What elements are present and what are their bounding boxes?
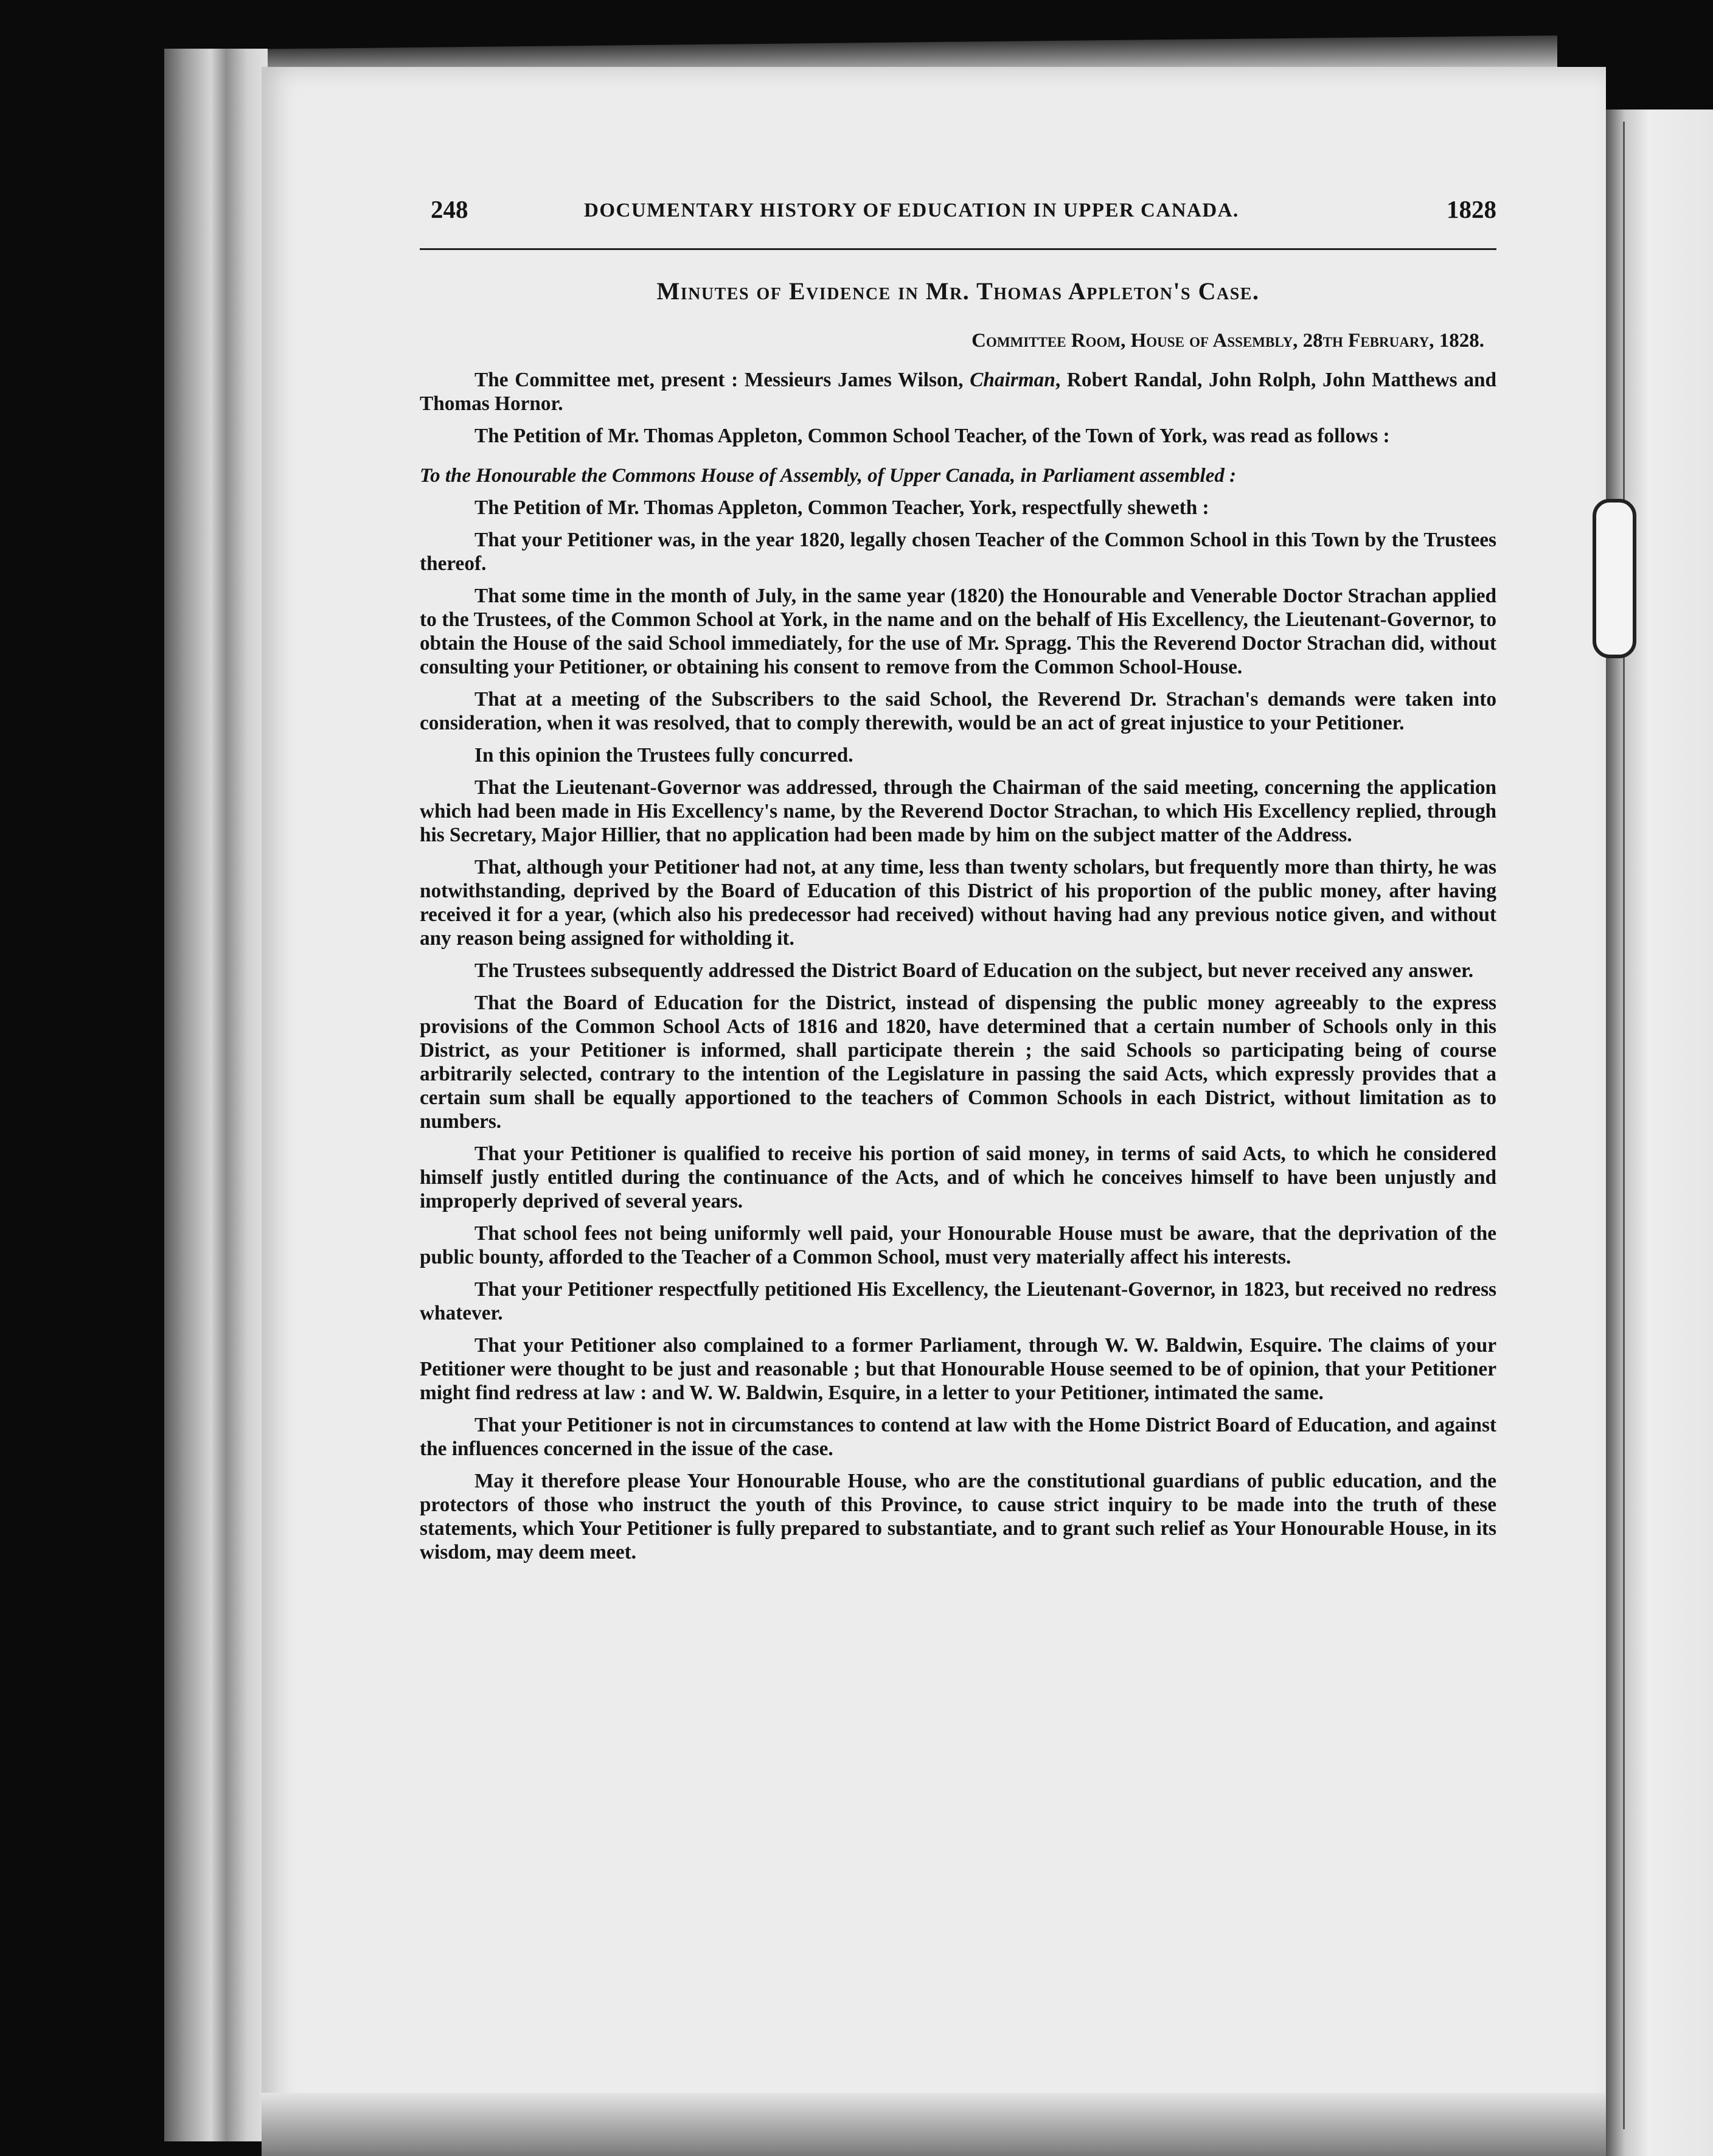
facing-page-edge [1606,110,1713,2156]
dateline: Committee Room, House of Assembly, 28th February, 1828. [971,330,1484,352]
petition-paragraph: That your Petitioner also complained to a former Parliament, through W. W. Baldwin, Esquire. The claims of your Petitioner were thought to be just and reasonable ; but that Honourable House seemed to be of opinion, that your Petitioner might find redress at law : and W. W. Baldwin, Esquire, in a letter to your Petitioner, intimated the same. [420,1334,1496,1404]
binder-clip [1593,499,1636,658]
section-title: Minutes of Evidence in Mr. Thomas Appleton's Case. [656,277,1260,305]
petition-paragraph: May it therefore please Your Honourable House, who are the constitutional guardians of public education, and the protectors of those who instruct the youth of this Province, to cause strict inquiry to be made into the truth of these statements, which Your Petitioner is fully prepared to substantiate, and to grant such relief as Your Honourable House, in its wisdom, may deem meet. [420,1470,1496,1563]
page-bottom-shadow [262,2093,1606,2156]
petition-paragraph: That at a meeting of the Subscribers to the said School, the Reverend Dr. Strachan's demands were taken into consideration, when it was resolved, that to comply therewith, would be an act of great injustice to your Petitioner. [420,688,1496,734]
petition-paragraph: That your Petitioner respectfully petitioned His Excellency, the Lieutenant-Governor, in 1823, but received no redress whatever. [420,1278,1496,1324]
committee-paragraph [420,368,1496,416]
petition-paragraph: That, although your Petitioner had not, at any time, less than twenty scholars, but frequently more than thirty, he was notwithstanding, deprived by the Board of Education of this District of his proportion of the public money, after having received it for a year, (which also his predecessor had received) without having had any previous notice given, and without any reason being assigned for witholding it. [420,856,1496,950]
petition-read-paragraph: The Petition of Mr. Thomas Appleton, Common School Teacher, of the Town of York, was read as follows : [474,425,1390,447]
petition-paragraph: The Trustees subsequently addressed the District Board of Education on the subject, but never received any answer. [474,959,1474,982]
chairman-label: Chairman [970,369,1055,391]
page-stack-edge [164,49,268,2141]
petition-paragraph: That the Board of Education for the District, instead of dispensing the public money agreeably to the express provisions of the Common School Acts of 1816 and 1820, have determined that a certain number of Schools only in this District, as your Petitioner is informed, shall participate therein ; the said Schools so participating being of course arbitrarily selected, contrary to the intention of the Legislature in passing the said Acts, which expressly provides that a certain sum shall be equally apportioned to the teachers of Common Schools in each District, without limitation as to numbers. [420,992,1496,1133]
header-rule [420,248,1496,250]
committee-text-after: , Robert Randal, John Rolph, John Matthews and Thomas Hornor. [420,369,1496,415]
petition-paragraph: That the Lieutenant-Governor was addressed, through the Chairman of the said meeting, concerning the application which had been made in His Excellency's name, by the Reverend Doctor Strachan, to which His Excellency replied, through his Secretary, Major Hillier, that no application had been made by him on the subject matter of the Address. [420,776,1496,846]
running-title: DOCUMENTARY HISTORY OF EDUCATION IN UPPER CANADA. [584,200,1239,221]
petition-paragraph: That school fees not being uniformly well paid, your Honourable House must be aware, that the deprivation of the public bounty, afforded to the Teacher of a Common School, must very materially affect his interests. [420,1222,1496,1268]
committee-text-before: The Committee met, present : Messieurs James Wilson, [474,369,970,391]
running-header [420,195,1496,231]
petition-paragraph: That some time in the month of July, in the same year (1820) the Honourable and Venerable Doctor Strachan applied to the Trustees, of the Common School at York, in the name and on the behalf of His Excellency, the Lieutenant-Governor, to obtain the House of the said School immediately, for the use of Mr. Spragg. This the Reverend Doctor Strachan did, without consulting your Petitioner, or obtaining his consent to remove from the Common School-House. [420,585,1496,678]
page-content [420,195,1496,1573]
facing-page-rule [1623,122,1625,2129]
petition-paragraph: That your Petitioner was, in the year 1820, legally chosen Teacher of the Common School in this Town by the Trustees thereof. [420,529,1496,575]
page-number: 248 [431,195,468,223]
header-year: 1828 [1447,195,1496,223]
petition-paragraph: The Petition of Mr. Thomas Appleton, Common Teacher, York, respectfully sheweth : [474,496,1209,519]
petition-addressee: To the Honourable the Commons House of Assembly, of Upper Canada, in Parliament assembled : [420,465,1237,487]
petition-paragraph: That your Petitioner is not in circumstances to contend at law with the Home District Board of Education, and against the influences concerned in the issue of the case. [420,1414,1496,1460]
petition-paragraph: That your Petitioner is qualified to receive his portion of said money, in terms of said Acts, to which he considered himself justly entitled during the continuance of the Acts, and of which he conceives himself to have been unjustly and improperly deprived of several years. [420,1142,1496,1212]
petition-paragraph: In this opinion the Trustees fully concurred. [474,744,853,767]
